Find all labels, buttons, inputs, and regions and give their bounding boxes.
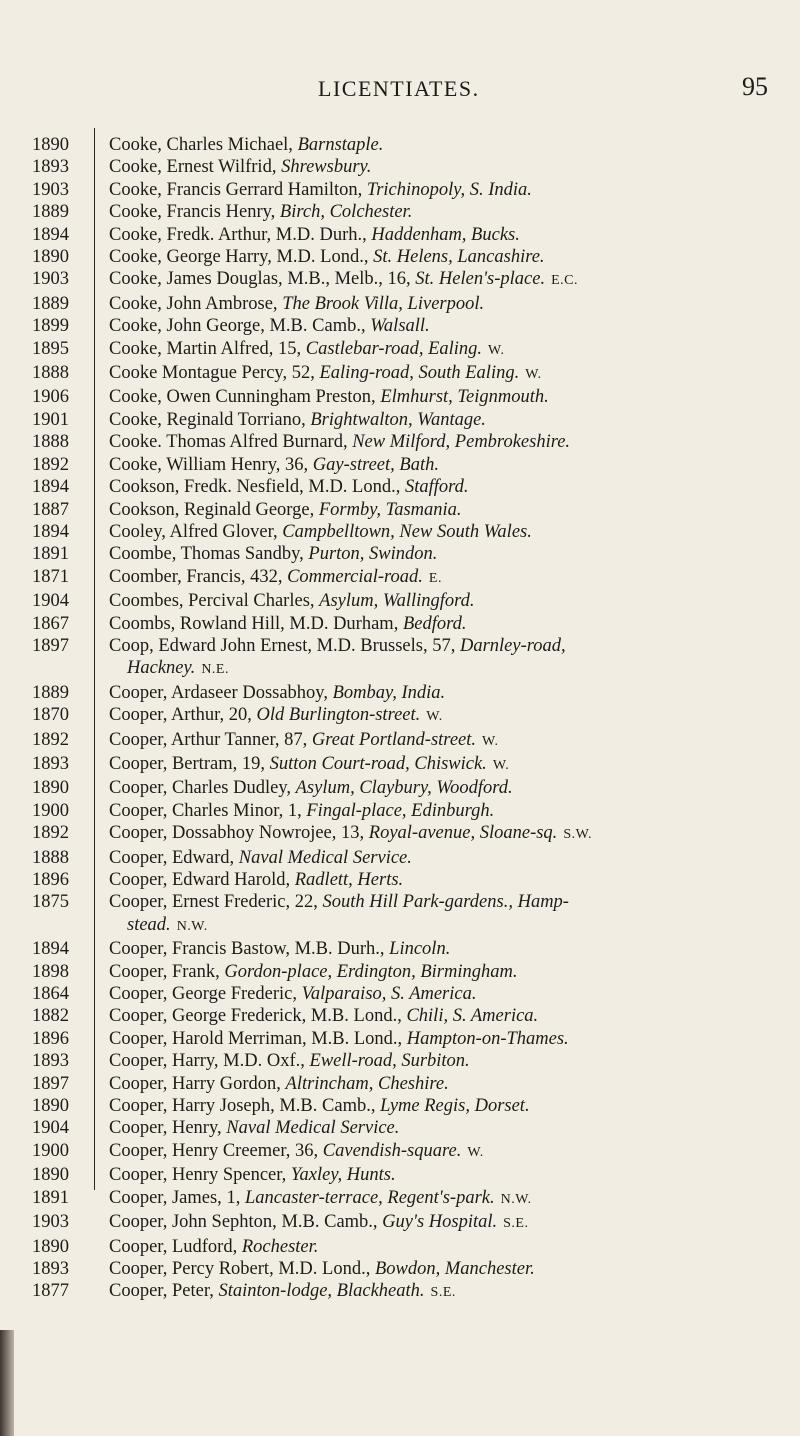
- entry-text: [109, 386, 799, 408]
- entry-name: Cooke, John George,: [109, 316, 265, 337]
- entry-name: Cooke, George Harry,: [109, 247, 272, 268]
- entry-details: 432,: [250, 566, 283, 587]
- list-item: [0, 869, 800, 891]
- entry-year: 1891: [32, 544, 69, 565]
- entry-name: Cooper, Frank,: [109, 961, 220, 982]
- entry-year: 1887: [32, 499, 69, 520]
- entry-district: N.W.: [176, 918, 208, 934]
- entry-name: Cooke, Francis Henry,: [109, 202, 276, 223]
- entry-details: 87,: [284, 729, 308, 750]
- entry-address: St. Helen's-place.: [415, 269, 546, 290]
- entry-text: [109, 201, 799, 223]
- list-item: [0, 409, 800, 431]
- list-item: [0, 704, 800, 728]
- entry-name: Cooke, Owen Cunningham Preston,: [109, 387, 376, 408]
- entry-details: M.B. Camb.,: [281, 1212, 378, 1233]
- entry-text: [109, 1280, 799, 1304]
- entry-district: W.: [488, 342, 505, 358]
- entry-details: 15,: [278, 338, 302, 359]
- entry-name: Coombs, Rowland Hill,: [109, 613, 285, 634]
- entry-address: Lincoln.: [389, 939, 451, 960]
- entry-year: 1903: [32, 269, 69, 290]
- entry-address: Walsall.: [370, 316, 430, 337]
- entry-year: 1894: [32, 939, 69, 960]
- entry-text: [109, 134, 799, 156]
- entry-text: [109, 635, 799, 657]
- entry-text: [109, 293, 799, 315]
- entry-text: [109, 543, 799, 565]
- entry-address: Asylum, Claybury, Woodford.: [295, 778, 513, 799]
- entry-continuation: [127, 914, 800, 938]
- entry-district: E.C.: [551, 273, 578, 289]
- entry-year: 1882: [32, 1006, 69, 1027]
- entry-year: 1890: [32, 778, 69, 799]
- entry-district: W.: [426, 709, 443, 725]
- entry-text: [109, 1236, 799, 1258]
- entry-name: Cooke, James Douglas,: [109, 269, 283, 290]
- entry-text: [109, 1073, 799, 1095]
- entry-text: [109, 315, 799, 337]
- entry-year: 1890: [32, 247, 69, 268]
- entry-year: 1895: [32, 338, 69, 359]
- list-item: [0, 1211, 800, 1235]
- entry-text: [109, 156, 799, 178]
- entry-text: [109, 961, 799, 983]
- entry-name: Cookson, Reginald George,: [109, 499, 315, 520]
- list-item: [0, 315, 800, 337]
- entry-name: Cooper, Francis Bastow,: [109, 939, 290, 960]
- entry-address: Bombay, India.: [332, 682, 446, 703]
- entry-text: [109, 777, 799, 799]
- entry-details: M.D. Durham,: [289, 613, 399, 634]
- entry-details: M.D. Lond.,: [308, 477, 401, 498]
- entry-district: N.E.: [201, 662, 229, 678]
- entry-name: Coop, Edward John Ernest,: [109, 635, 312, 656]
- list-item: [0, 682, 800, 704]
- entry-name: Cooke, William Henry,: [109, 454, 281, 475]
- list-item: [0, 961, 800, 983]
- entry-details: 19,: [241, 753, 265, 774]
- entry-address: Barnstaple.: [297, 135, 384, 155]
- entry-address: Royal-avenue, Sloane-sq.: [368, 823, 558, 844]
- entry-year: 1890: [32, 135, 69, 155]
- entry-year: 1893: [32, 753, 69, 774]
- list-item: [0, 454, 800, 476]
- entry-year: 1890: [32, 1165, 69, 1186]
- entry-year: 1894: [32, 521, 69, 542]
- entry-district: S.E.: [503, 1216, 529, 1232]
- entry-details: M.B. Camb.,: [279, 1096, 376, 1117]
- entry-year: 1870: [32, 705, 69, 726]
- entry-text: [109, 822, 799, 846]
- entry-year: 1896: [32, 1028, 69, 1049]
- entry-name: Cooke, John Ambrose,: [109, 293, 278, 314]
- entry-name: Cooper, Henry Spencer,: [109, 1165, 287, 1186]
- entry-year: 1892: [32, 729, 69, 750]
- entry-address: Asylum, Wallingford.: [319, 591, 475, 612]
- list-item: [0, 362, 800, 386]
- entry-address: Castlebar-road, Ealing.: [305, 338, 483, 359]
- entry-details: 13,: [341, 823, 365, 844]
- entry-text: [109, 431, 799, 453]
- entry-text: [109, 590, 799, 612]
- list-item: [0, 847, 800, 869]
- entry-text: [109, 753, 799, 777]
- list-item: [0, 753, 800, 777]
- entry-text: [109, 800, 799, 822]
- entry-address: Darnley-road,: [459, 635, 566, 656]
- entry-address: Bowdon, Manchester.: [374, 1258, 535, 1279]
- entry-year: 1894: [32, 477, 69, 498]
- entry-name: Cooper, Harry Joseph,: [109, 1096, 275, 1117]
- entry-address: Sutton Court-road, Chiswick.: [269, 753, 487, 774]
- entry-details: Lond.,: [353, 1006, 402, 1027]
- entry-address: Fingal-place, Edinburgh.: [306, 800, 495, 821]
- entry-address: Naval Medical Service.: [238, 847, 412, 868]
- entry-text: [109, 613, 799, 635]
- entry-text: [109, 521, 799, 543]
- entry-details: M.B. Lond.,: [311, 1028, 403, 1049]
- list-item: [0, 476, 800, 498]
- list-item: [0, 891, 800, 938]
- entry-address: Bedford.: [402, 613, 467, 634]
- entry-text: [109, 1140, 799, 1164]
- entry-details: 20,: [228, 705, 252, 726]
- entry-year: 1903: [32, 179, 69, 200]
- entry-year: 1890: [32, 1236, 69, 1257]
- entry-text: [109, 409, 799, 431]
- entry-address: Rochester.: [241, 1236, 319, 1257]
- list-item: [0, 613, 800, 635]
- licentiate-list: [0, 134, 800, 1305]
- list-item: [0, 521, 800, 543]
- list-item: [0, 1140, 800, 1164]
- entry-name: Cookson, Fredk. Nesfield,: [109, 477, 304, 498]
- entry-year: 1888: [32, 363, 69, 384]
- entry-text: [109, 179, 799, 201]
- entry-address: St. Helens, Lancashire.: [373, 247, 545, 268]
- entry-address: Purton, Swindon.: [308, 544, 438, 565]
- entry-details: 52,: [291, 363, 315, 384]
- entry-name: Cooke, Francis Gerrard Hamilton,: [109, 179, 363, 200]
- entry-address: The Brook Villa, Liverpool.: [282, 293, 485, 314]
- entry-address: Haddenham, Bucks.: [371, 224, 520, 245]
- entry-name: Cooper, Ardaseer Dossabhoy,: [109, 682, 328, 703]
- entry-name: Cooke, Fredk. Arthur,: [109, 224, 272, 245]
- entry-year: 1898: [32, 961, 69, 982]
- entry-name: Cooper, Dossabhoy Nowrojee,: [109, 823, 337, 844]
- entry-name: Cooper, Charles Dudley,: [109, 778, 291, 799]
- entry-district: N.W.: [500, 1191, 532, 1207]
- entry-text: [109, 729, 799, 753]
- list-item: [0, 1280, 800, 1304]
- entry-address: Elmhurst, Teignmouth.: [380, 387, 549, 408]
- entry-address: Altrincham, Cheshire.: [285, 1073, 449, 1094]
- entry-year: 1893: [32, 1258, 69, 1279]
- page-header: [0, 72, 800, 116]
- entry-year: 1892: [32, 454, 69, 475]
- entry-address: Naval Medical Service.: [226, 1118, 400, 1139]
- entry-address: Hampton-on-Thames.: [406, 1028, 569, 1049]
- list-item: [0, 635, 800, 682]
- list-item: [0, 822, 800, 846]
- entry-year: 1900: [32, 1140, 69, 1161]
- entry-name: Cooper, Henry Creemer,: [109, 1140, 291, 1161]
- entry-name: Cooke Montague Percy,: [109, 363, 288, 384]
- entry-address: New Milford, Pembrokeshire.: [352, 432, 571, 453]
- entry-text: [109, 1117, 799, 1139]
- entry-address: Radlett, Herts.: [294, 870, 404, 890]
- entry-name: Cooper, Ludford,: [109, 1236, 238, 1257]
- entry-text: [109, 1164, 799, 1186]
- entry-text: [109, 362, 799, 386]
- entry-address: Campbelltown, New South Wales.: [282, 521, 532, 542]
- entry-year: 1896: [32, 870, 69, 890]
- entry-details: M.B. Camb.,: [269, 316, 366, 337]
- entry-name: Cooper, Charles Minor,: [109, 800, 284, 821]
- entry-name: Cooper, Arthur,: [109, 705, 225, 726]
- entry-details: 36,: [285, 454, 309, 475]
- list-item: [0, 566, 800, 590]
- entry-name: Cooke, Ernest Wilfrid,: [109, 157, 277, 178]
- entry-district: W.: [467, 1144, 484, 1160]
- entry-address: Formby, Tasmania.: [318, 499, 462, 520]
- entry-address: Gay-street, Bath.: [312, 454, 439, 475]
- entry-district: W.: [492, 757, 510, 773]
- entry-year: 1888: [32, 432, 69, 453]
- entry-year: 1894: [32, 224, 69, 245]
- entry-address: Gordon-place, Erdington, Birmingham.: [224, 961, 518, 982]
- list-item: [0, 246, 800, 268]
- entry-text: [109, 938, 799, 960]
- entry-year: 1899: [32, 316, 69, 337]
- list-item: [0, 1258, 800, 1280]
- entry-details: M.D. Lond.,: [278, 1258, 371, 1279]
- entry-address: Old Burlington-street.: [256, 705, 421, 726]
- entry-year: 1890: [32, 1096, 69, 1117]
- entry-text: [109, 682, 799, 704]
- entry-address: Brightwalton, Wantage.: [310, 409, 486, 430]
- list-item: [0, 201, 800, 223]
- entry-text: [109, 869, 799, 891]
- entry-address: Ewell-road, Surbiton.: [309, 1051, 470, 1072]
- entry-address: Trichinopoly, S. India.: [366, 179, 532, 200]
- entry-text: [109, 1028, 799, 1050]
- entry-details: M.D. Brussels, 57,: [316, 635, 456, 656]
- entry-text: [109, 983, 799, 1005]
- entry-name: Cooper, George Frederick, M.B.: [109, 1006, 349, 1027]
- running-head: LICENTIATES.: [318, 76, 480, 101]
- entry-district: S.E.: [430, 1285, 456, 1301]
- entry-name: Cooke. Thomas Alfred Burnard,: [109, 432, 348, 453]
- entry-name: Cooper, George Frederic,: [109, 984, 297, 1005]
- entry-name: Cooper, Harry,: [109, 1051, 219, 1072]
- list-item: [0, 729, 800, 753]
- entry-name: Coombe, Thomas Sandby,: [109, 544, 304, 565]
- list-item: [0, 431, 800, 453]
- entry-details: M.B., Melb., 16,: [287, 269, 411, 290]
- entry-details: 1,: [287, 800, 302, 821]
- entry-address: Guy's Hospital.: [382, 1212, 498, 1233]
- entry-year: 1906: [32, 387, 69, 408]
- entry-address: Chili, S. America.: [406, 1006, 539, 1027]
- entry-text: [109, 1005, 799, 1027]
- entry-text: [109, 847, 799, 869]
- entry-address: Stainton-lodge, Blackheath.: [218, 1281, 425, 1302]
- entry-address: Stafford.: [405, 477, 469, 498]
- list-item: [0, 800, 800, 822]
- entry-name: Cooley, Alfred Glover,: [109, 521, 278, 542]
- entry-year: 1867: [32, 613, 69, 634]
- entry-year: 1871: [32, 566, 69, 587]
- entry-district: W.: [482, 733, 499, 749]
- entry-year: 1877: [32, 1281, 69, 1302]
- list-item: [0, 938, 800, 960]
- list-item: [0, 1005, 800, 1027]
- list-item: [0, 543, 800, 565]
- entry-year: 1903: [32, 1212, 69, 1233]
- list-item: [0, 1028, 800, 1050]
- list-item: [0, 1236, 800, 1258]
- entry-text: [109, 891, 799, 913]
- list-item: [0, 1117, 800, 1139]
- list-item: [0, 293, 800, 315]
- list-item: [0, 156, 800, 178]
- entry-name: Cooper, Percy Robert,: [109, 1258, 274, 1279]
- list-item: [0, 777, 800, 799]
- list-item: [0, 499, 800, 521]
- entry-details: 22,: [294, 892, 318, 913]
- list-item: [0, 1164, 800, 1186]
- entry-name: Cooper, Harry Gordon,: [109, 1073, 281, 1094]
- entry-address: Valparaiso, S. America.: [301, 984, 477, 1005]
- entry-text: [109, 1211, 799, 1235]
- entry-name: Cooper, Henry,: [109, 1118, 222, 1139]
- entry-details: M.D. Oxf.,: [223, 1051, 305, 1072]
- entry-year: 1897: [32, 635, 69, 656]
- entry-text: [109, 1187, 799, 1211]
- entry-year: 1904: [32, 1118, 69, 1139]
- entry-address: Shrewsbury.: [281, 157, 372, 178]
- entry-text: [109, 224, 799, 246]
- entry-continuation: [127, 657, 800, 681]
- entry-name: Cooke, Charles Michael,: [109, 135, 293, 155]
- entry-year: 1888: [32, 847, 69, 868]
- list-item: [0, 1050, 800, 1072]
- entry-year: 1904: [32, 591, 69, 612]
- entry-text: [109, 1258, 799, 1280]
- list-item: [0, 1073, 800, 1095]
- entry-year: 1864: [32, 984, 69, 1005]
- entry-text: [109, 338, 799, 362]
- list-item: [0, 224, 800, 246]
- entry-year: 1891: [32, 1187, 69, 1208]
- entry-text: [109, 268, 799, 292]
- entry-details: 36,: [295, 1140, 319, 1161]
- list-item: [0, 179, 800, 201]
- entry-year: 1897: [32, 1073, 69, 1094]
- entry-year: 1900: [32, 800, 69, 821]
- entry-text: [109, 454, 799, 476]
- list-item: [0, 590, 800, 612]
- entry-name: Cooper, Bertram,: [109, 753, 238, 774]
- entry-year: 1901: [32, 409, 69, 430]
- page-number: 95: [742, 72, 768, 101]
- entry-year: 1892: [32, 823, 69, 844]
- entry-address: Lyme Regis, Dorset.: [380, 1096, 530, 1117]
- entry-year: 1889: [32, 682, 69, 703]
- entry-details: M.B. Durh.,: [294, 939, 385, 960]
- list-item: [0, 338, 800, 362]
- entry-text: [109, 499, 799, 521]
- entry-name: Cooper, Arthur Tanner,: [109, 729, 280, 750]
- entry-year: 1893: [32, 157, 69, 178]
- entry-text: [109, 246, 799, 268]
- list-item: [0, 134, 800, 156]
- entry-name: Cooper, Harold Merriman,: [109, 1028, 307, 1049]
- entry-address: Lancaster-terrace, Regent's-park.: [244, 1187, 495, 1208]
- entry-text: [109, 566, 799, 590]
- list-item: [0, 983, 800, 1005]
- entry-address-continued: stead.: [127, 914, 171, 935]
- entry-year: 1889: [32, 293, 69, 314]
- entry-address: Birch, Colchester.: [279, 202, 413, 223]
- entry-district: E.: [428, 570, 442, 586]
- entry-name: Cooke, Martin Alfred,: [109, 338, 274, 359]
- entry-address: Ealing-road, South Ealing.: [319, 363, 520, 384]
- list-item: [0, 1187, 800, 1211]
- entry-address-continued: Hackney.: [127, 658, 196, 679]
- entry-text: [109, 1050, 799, 1072]
- entry-name: Coombes, Percival Charles,: [109, 591, 315, 612]
- list-item: [0, 268, 800, 292]
- entry-name: Cooper, Edward,: [109, 847, 235, 868]
- entry-text: [109, 1095, 799, 1117]
- entry-year: 1893: [32, 1051, 69, 1072]
- entry-text: [109, 476, 799, 498]
- list-item: [0, 386, 800, 408]
- entry-district: S.W.: [563, 827, 593, 843]
- entry-name: Cooper, Edward Harold,: [109, 870, 291, 890]
- entry-name: Cooper, Peter,: [109, 1281, 214, 1302]
- entry-address: Yaxley, Hunts.: [290, 1165, 396, 1186]
- entry-address: Cavendish-square.: [322, 1140, 462, 1161]
- binding-edge: [0, 1330, 14, 1436]
- entry-details: M.D. Lond.,: [276, 247, 369, 268]
- entry-address: Commercial-road.: [287, 566, 423, 587]
- list-item: [0, 1095, 800, 1117]
- entry-name: Cooper, Ernest Frederic,: [109, 892, 291, 913]
- entry-name: Cooper, James,: [109, 1187, 222, 1208]
- entry-name: Cooke, Reginald Torriano,: [109, 409, 306, 430]
- entry-address: South Hill Park-gardens., Hamp-: [322, 892, 569, 913]
- entry-year: 1889: [32, 202, 69, 223]
- entry-name: Cooper, John Sephton,: [109, 1212, 277, 1233]
- entry-details: 1,: [226, 1187, 241, 1208]
- entry-year: 1875: [32, 892, 69, 913]
- entry-text: [109, 704, 799, 728]
- entry-district: W.: [525, 367, 542, 383]
- entry-address: Great Portland-street.: [311, 729, 477, 750]
- entry-name: Coomber, Francis,: [109, 566, 246, 587]
- entry-details: M.D. Durh.,: [275, 224, 367, 245]
